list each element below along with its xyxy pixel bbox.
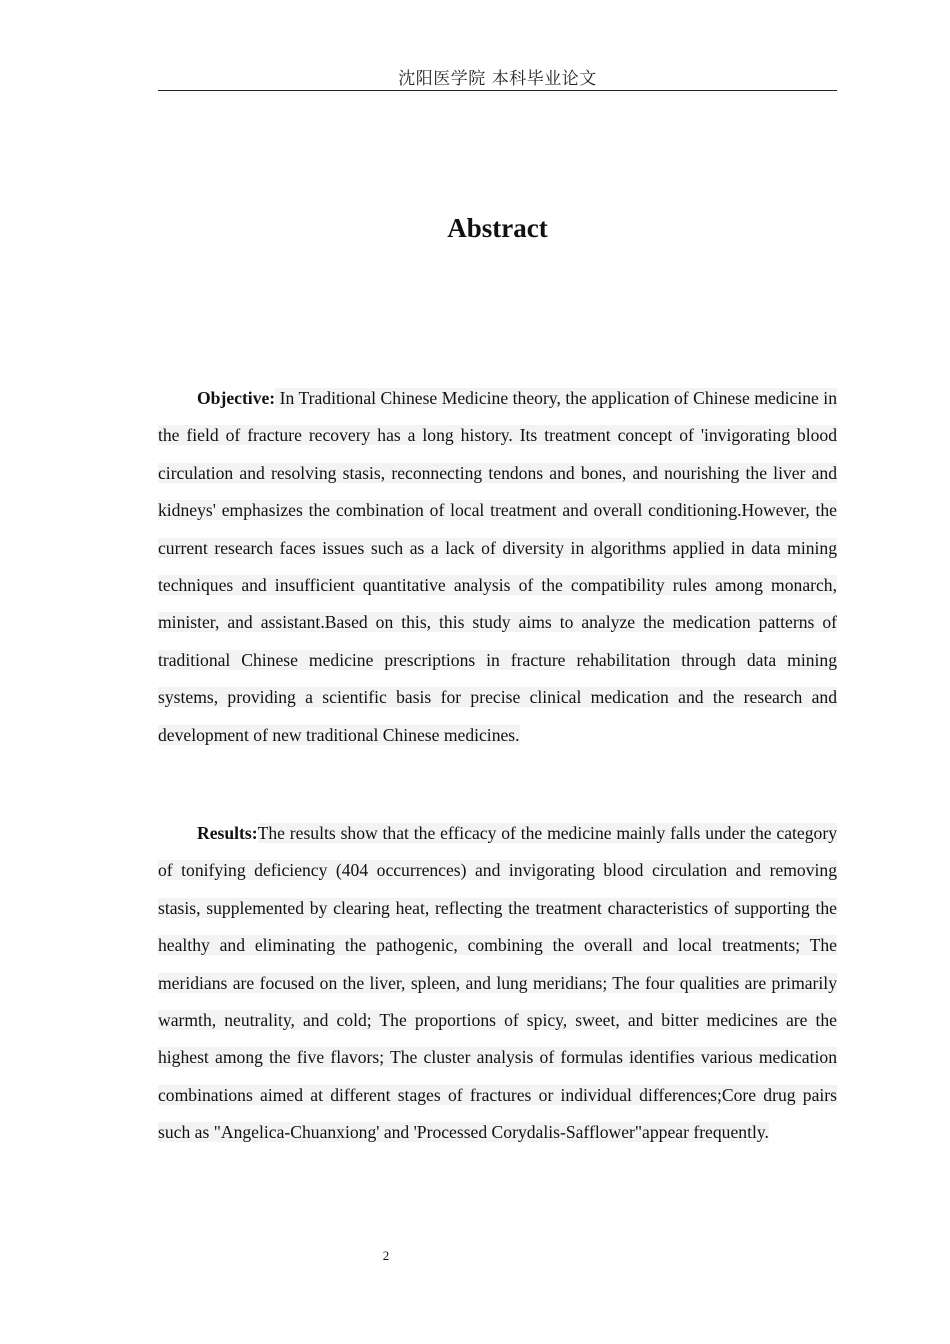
page-number: 2 [382, 1248, 390, 1263]
results-text: The results show that the efficacy of the medicine mainly falls under the category of tonifying deficiency (404 occurrences) and invigorating blood circulation and removing stasis, supplemented by clearing heat, reflecting the treatment characteristics of supporting the healthy and eliminating the pathogenic, combining the overall and local treatments; The meridians are focused on the liver, spleen, and lung meridians; The four qualities are primarily warmth, neutrality, and cold; The proportions of spicy, sweet, and bitter medicines are the highest among the five flavors; The cluster analysis of formulas identifies various medication combinations aimed at different stages of fractures or individual differences;Core drug pairs such as "Angelica-Chuanxiong' and 'Processed Corydalis-Safflower"appear frequently. [158, 823, 837, 1143]
page-header: 沈阳医学院 本科毕业论文 [158, 68, 837, 91]
objective-paragraph [158, 380, 837, 754]
page-title: Abstract [447, 213, 548, 243]
results-paragraph [158, 815, 837, 1152]
objective-text: In Traditional Chinese Medicine theory, the application of Chinese medicine in the field of fracture recovery has a long history. Its treatment concept of 'invigorating blood circulation and resolving stasis, reconnecting tendons and bones, and nourishing the liver and kidneys' emphasizes the combination of local treatment and overall conditioning.However, the current research faces issues such as a lack of diversity in algorithms applied in data mining techniques and insufficient quantitative analysis of the compatibility rules among monarch, minister, and assistant.Based on this, this study aims to analyze the medication patterns of traditional Chinese medicine prescriptions in fracture rehabilitation through data mining systems, providing a scientific basis for precise clinical medication and the research and development of new traditional Chinese medicines. [158, 388, 837, 745]
results-label: Results: [197, 823, 258, 843]
objective-label: Objective: [197, 388, 276, 408]
